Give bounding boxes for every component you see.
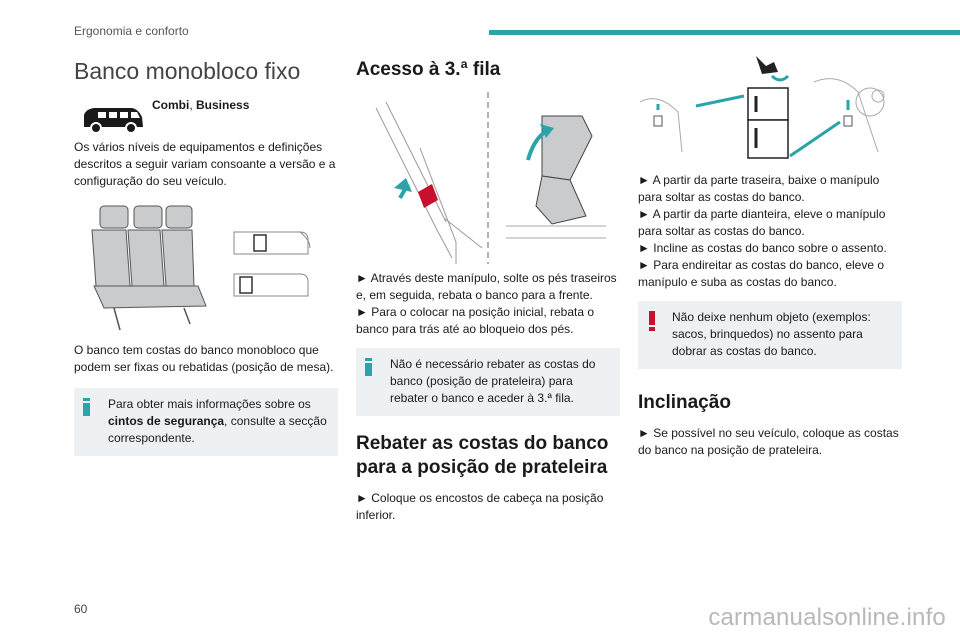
- page-number: 60: [74, 602, 88, 616]
- bench-illustration: [74, 200, 338, 332]
- bench-description: O banco tem costas do banco monobloco que podem ser fixas ou rebatidas (posição de mesa).: [74, 343, 334, 374]
- van-icon: [80, 105, 146, 135]
- watermark: carmanualsonline.info: [708, 604, 946, 631]
- version-row: [74, 99, 338, 139]
- step-release-feet: ► Através deste manípulo, solte os pés traseiros e, em seguida, rebata o banco para a frente.: [356, 271, 617, 302]
- seat-fold-image: [356, 88, 620, 266]
- seatback-illustration: [638, 52, 902, 164]
- step-headrests: ► Coloque os encostos de cabeça na posição inferior.: [356, 491, 604, 522]
- info-text-seatbelts: Para obter mais informações sobre os cintos de segurança, consulte a secção correspondente.: [108, 397, 327, 445]
- info-text-shelf: Não é necessário rebater as costas do banco (posição de prateleira) para rebater o banco e aceder à 3.ª fila.: [390, 357, 596, 405]
- info-box-shelf: [356, 348, 620, 416]
- intro-paragraph: Os vários níveis de equipamentos e definições descritos a seguir variam consoante a versão e a configuração do seu veículo.: [74, 140, 336, 188]
- header-section-title: Ergonomia e conforto: [74, 24, 189, 38]
- header-accent-bar: [489, 30, 960, 35]
- info-icon: [83, 398, 90, 416]
- info-icon: [365, 358, 372, 376]
- step-front-raise-handle: ► A partir da parte dianteira, eleve o manípulo para soltar as costas do banco.: [638, 207, 886, 238]
- warning-box-objects: [638, 301, 902, 369]
- section-title-fixed-bench: Banco monobloco fixo: [74, 58, 301, 84]
- third-row-illustration: [356, 88, 620, 266]
- bench-seat-image: [74, 200, 338, 332]
- step-straighten-seatback: ► Para endireitar as costas do banco, eleve o manípulo e suba as costas do banco.: [638, 258, 885, 289]
- step-rear-lower-handle: ► A partir da parte traseira, baixe o manípulo para soltar as costas do banco.: [638, 173, 880, 204]
- versions-label: Combi, Business: [152, 98, 250, 112]
- column-1: [74, 52, 338, 456]
- info-box-seatbelts: [74, 388, 338, 456]
- step-return-position: ► Para o colocar na posição inicial, rebata o banco para trás até ao bloqueio dos pés.: [356, 305, 595, 336]
- warning-text-objects: Não deixe nenhum objeto (exemplos: sacos, brinquedos) no assento para dobrar as costas do banco.: [672, 310, 871, 358]
- seatback-release-image: [638, 52, 902, 164]
- step-tilt-seatback: ► Incline as costas do banco sobre o assento.: [638, 241, 887, 255]
- subsection-title-inclination: Inclinação: [638, 392, 731, 413]
- step-shelf-position: ► Se possível no seu veículo, coloque as costas do banco na posição de prateleira.: [638, 426, 899, 457]
- subsection-title-shelf: Rebater as costas do banco para a posição de prateleira: [356, 433, 609, 478]
- column-3: [638, 52, 902, 459]
- warning-icon: [648, 311, 656, 331]
- column-2: [356, 52, 620, 524]
- section-title-third-row: Acesso à 3.ª fila: [356, 59, 501, 80]
